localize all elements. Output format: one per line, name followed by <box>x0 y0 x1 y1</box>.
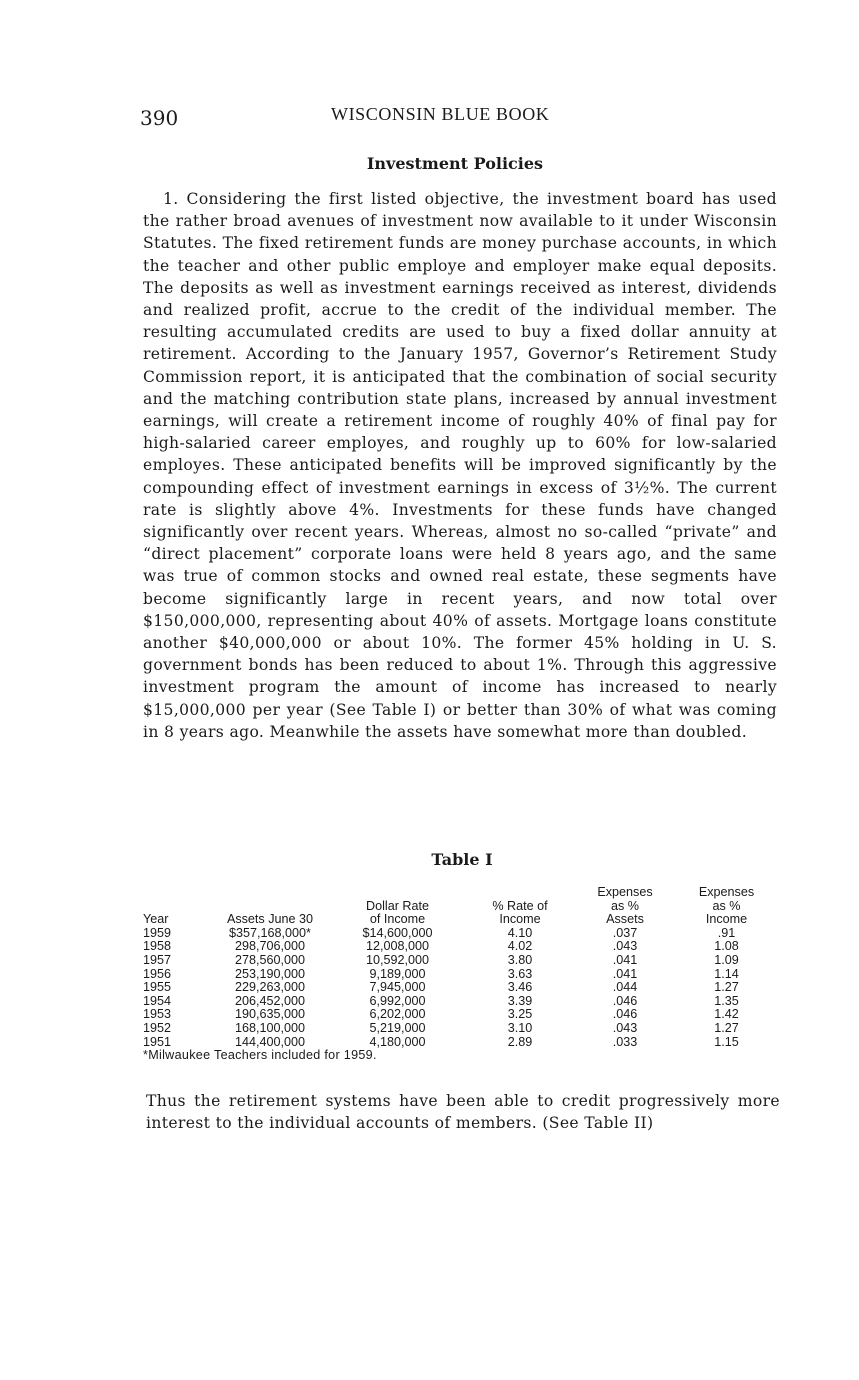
cell-dollar-rate: 6,992,000 <box>369 993 426 1008</box>
cell-year: 1957 <box>143 952 172 967</box>
cell-dollar-rate: 12,008,000 <box>365 939 430 954</box>
header-expenses-income: Expenses as % Income <box>698 885 755 927</box>
table-row <box>143 1036 783 1050</box>
table-row <box>143 1022 783 1036</box>
table-row <box>143 981 783 995</box>
cell-expenses-assets: .044 <box>612 980 638 995</box>
cell-pct-rate: 4.10 <box>507 925 533 940</box>
cell-expenses-income: 1.08 <box>714 939 739 954</box>
table-row <box>143 968 783 982</box>
cell-year: 1952 <box>143 1020 172 1035</box>
cell-assets: 278,560,000 <box>234 952 306 967</box>
cell-dollar-rate: 9,189,000 <box>369 966 426 981</box>
cell-expenses-assets: .043 <box>612 939 638 954</box>
table-row <box>143 1008 783 1022</box>
cell-year: 1951 <box>143 1034 172 1049</box>
cell-dollar-rate: 7,945,000 <box>369 980 426 995</box>
cell-pct-rate: 3.39 <box>507 993 533 1008</box>
header-expenses-assets: Expenses as % Assets <box>597 885 653 927</box>
header-year: Year <box>143 912 169 927</box>
cell-expenses-assets: .043 <box>612 1020 638 1035</box>
page-number: 390 <box>140 106 179 130</box>
cell-year: 1959 <box>143 925 172 940</box>
cell-expenses-assets: .046 <box>612 993 638 1008</box>
cell-assets: 253,190,000 <box>234 966 306 981</box>
cell-pct-rate: 3.80 <box>507 952 533 967</box>
header-pct-rate: % Rate of Income <box>492 898 548 927</box>
table-row <box>143 954 783 968</box>
cell-expenses-income: 1.27 <box>714 980 739 995</box>
cell-pct-rate: 3.25 <box>507 1007 533 1022</box>
header-dollar-rate: Dollar Rate of Income <box>366 898 429 927</box>
cell-expenses-income: 1.42 <box>714 1007 739 1022</box>
closing-paragraph: Thus the retirement systems have been able to credit progressively more interest to the individual accounts of members. (See Table II) <box>146 1092 780 1133</box>
cell-year: 1953 <box>143 1007 172 1022</box>
cell-year: 1958 <box>143 939 172 954</box>
cell-pct-rate: 4.02 <box>507 939 533 954</box>
cell-expenses-income: .91 <box>717 925 736 940</box>
cell-expenses-assets: .046 <box>612 1007 638 1022</box>
body-paragraph: 1. Considering the first listed objective, the investment board has used the rather broad avenues of investment now available to it under Wisconsin Statutes. The fixed retirement funds are money purchase accounts, in which the teacher and other public employe and employer make equal deposits. The deposits as well as investment earnings received as interest, dividends and realized profit, accrue to the credit of the individual member. The resulting accumulated credits are used to buy a fixed dollar annuity at retirement. According to the January 1957, Governor’s Retirement Study Commission report, it is anticipated that the combination of social security and the matching contribution state plans, increased by annual investment earnings, will create a retirement income of roughly 40% of final pay for high-salaried career employes, and roughly up to 60% for low-salaried employes. These anticipated benefits will be improved significantly by the compounding effect of investment earnings in excess of 3½%. The current rate is slightly above 4%. Investments for these funds have changed significantly over recent years. Whereas, almost no so-called “private” and “direct placement” corporate loans were held 8 years ago, and the same was true of common stocks and owned real estate, these segments have become significantly large in recent years, and now total over $150,000,000, representing about 40% of assets. Mortgage loans constitute another $40,000,000 or about 10%. The former 45% holding in U. S. government bonds has been reduced to about 1%. Through this aggressive investment program the amount of income has increased to nearly $15,000,000 per year (See Table I) or better than 30% of what was coming in 8 years ago. Meanwhile the assets have somewhat more than doubled. <box>143 190 777 741</box>
cell-expenses-assets: .033 <box>612 1034 638 1049</box>
section-title: Investment Policies <box>366 154 544 173</box>
header-assets: Assets June 30 <box>226 912 314 927</box>
cell-assets: 298,706,000 <box>234 939 306 954</box>
running-head: WISCONSIN BLUE BOOK <box>331 104 550 124</box>
cell-pct-rate: 3.46 <box>507 980 533 995</box>
table-row <box>143 940 783 954</box>
cell-pct-rate: 3.10 <box>507 1020 533 1035</box>
cell-expenses-income: 1.27 <box>714 1020 739 1035</box>
cell-expenses-assets: .037 <box>612 925 638 940</box>
investment-table <box>143 886 783 1049</box>
table-body <box>143 927 783 1049</box>
cell-dollar-rate: 6,202,000 <box>369 1007 426 1022</box>
cell-expenses-income: 1.15 <box>714 1034 739 1049</box>
table-header-row <box>143 886 783 927</box>
cell-dollar-rate: 10,592,000 <box>365 952 430 967</box>
cell-pct-rate: 2.89 <box>507 1034 533 1049</box>
cell-assets: 229,263,000 <box>234 980 306 995</box>
table-title: Table I <box>431 850 493 869</box>
cell-expenses-assets: .041 <box>612 952 638 967</box>
cell-year: 1955 <box>143 980 172 995</box>
cell-pct-rate: 3.63 <box>507 966 533 981</box>
cell-expenses-income: 1.14 <box>714 966 739 981</box>
table-row <box>143 995 783 1009</box>
cell-dollar-rate: 4,180,000 <box>369 1034 426 1049</box>
cell-assets: 190,635,000 <box>234 1007 306 1022</box>
cell-assets: 206,452,000 <box>234 993 306 1008</box>
table-footnote: *Milwaukee Teachers included for 1959. <box>143 1048 377 1063</box>
investment-table-block <box>143 886 783 1063</box>
cell-year: 1954 <box>143 993 172 1008</box>
cell-expenses-income: 1.35 <box>714 993 739 1008</box>
cell-assets: 144,400,000 <box>234 1034 306 1049</box>
cell-dollar-rate: 5,219,000 <box>369 1020 426 1035</box>
cell-assets: 168,100,000 <box>234 1020 306 1035</box>
table-row <box>143 927 783 941</box>
cell-expenses-income: 1.09 <box>714 952 739 967</box>
cell-expenses-assets: .041 <box>612 966 638 981</box>
cell-dollar-rate: $14,600,000 <box>362 925 433 940</box>
cell-year: 1956 <box>143 966 172 981</box>
cell-assets: $357,168,000* <box>229 925 311 940</box>
